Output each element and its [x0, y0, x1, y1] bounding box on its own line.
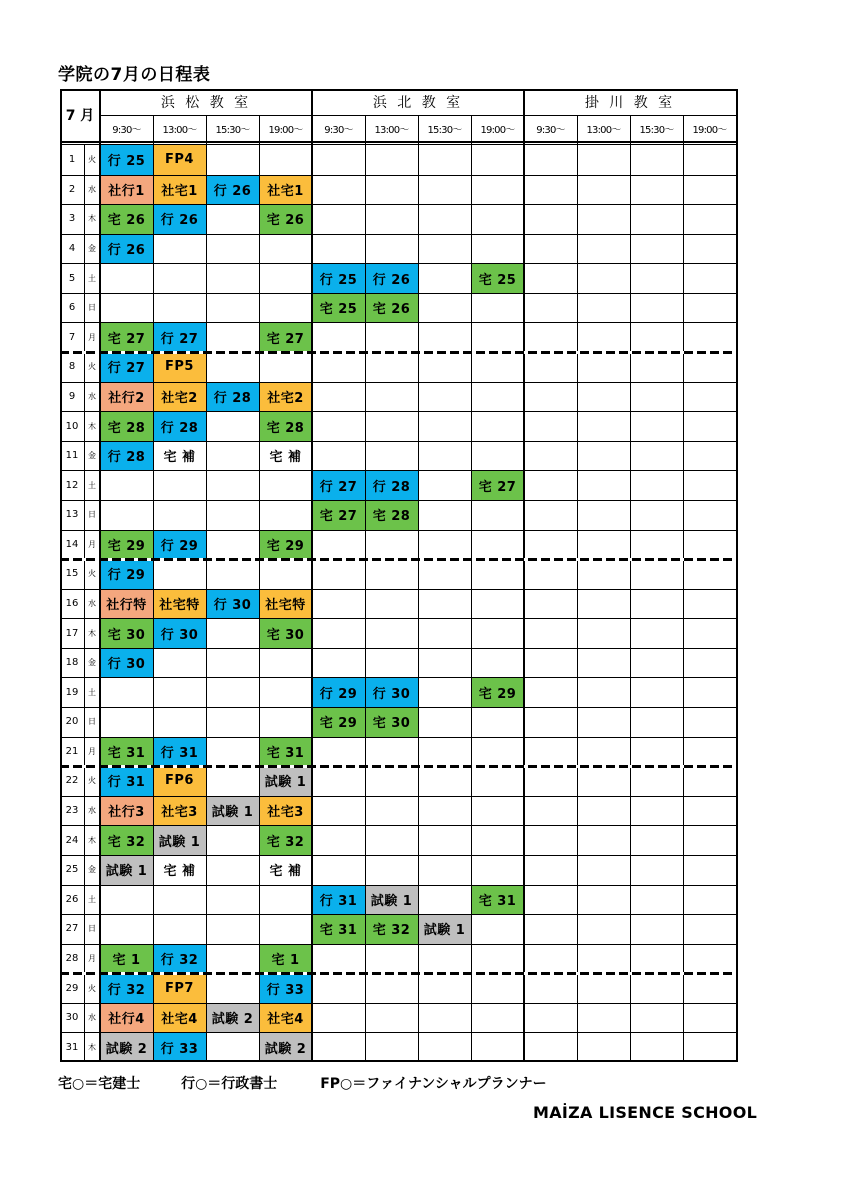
schedule-cell: 社宅特	[153, 589, 206, 619]
week-divider	[60, 765, 738, 768]
table-row	[60, 175, 738, 205]
room-header: 掛 川 教 室	[584, 95, 676, 111]
day-number: 11	[65, 450, 79, 462]
table-row	[60, 500, 738, 530]
day-number: 8	[68, 361, 76, 373]
schedule-cell: 行 29	[153, 530, 206, 560]
day-number: 24	[65, 834, 79, 846]
weekday-label: 木	[88, 835, 96, 845]
weekday-label: 火	[88, 569, 96, 579]
table-row	[60, 766, 738, 796]
day-number: 2	[68, 183, 76, 195]
grid-line	[60, 707, 738, 708]
time-slot-header: 19:00～	[268, 124, 303, 136]
week-divider	[60, 558, 738, 561]
grid-line	[60, 677, 738, 678]
grid-line	[60, 885, 738, 886]
table-border	[60, 89, 738, 91]
time-slot-header: 9:30～	[536, 124, 565, 136]
schedule-cell: 社宅3	[153, 796, 206, 826]
table-border	[60, 1060, 738, 1062]
weekday-label: 水	[88, 806, 96, 816]
schedule-cell: 行 33	[153, 1032, 206, 1062]
table-row	[60, 322, 738, 352]
schedule-cell: 行 26	[206, 175, 259, 205]
schedule-cell: 行 30	[365, 677, 418, 707]
table-row	[60, 352, 738, 382]
day-number: 30	[65, 1012, 79, 1024]
schedule-cell: 試験 1	[153, 825, 206, 855]
grid-line	[60, 144, 738, 145]
schedule-cell: 社宅1	[259, 175, 312, 205]
grid-line	[60, 322, 738, 323]
page-title: 学院の7月の日程表	[58, 65, 211, 85]
schedule-cell: 宅 31	[471, 885, 524, 915]
legend-item-takken: 宅○＝宅建士	[58, 1076, 141, 1092]
schedule-cell: FP6	[153, 766, 206, 796]
grid-line	[100, 115, 738, 116]
schedule-cell: 行 31	[100, 766, 153, 796]
time-slot-header: 13:00～	[586, 124, 621, 136]
room-header: 浜 松 教 室	[160, 95, 252, 111]
schedule-cell: 宅 25	[312, 293, 365, 323]
schedule-cell: 宅 32	[259, 825, 312, 855]
schedule-cell: 宅 30	[100, 618, 153, 648]
time-slot-header: 9:30～	[324, 124, 353, 136]
schedule-cell: 行 31	[153, 737, 206, 767]
schedule-cell: 行 28	[100, 441, 153, 471]
table-row	[60, 470, 738, 500]
schedule-cell: 宅 31	[312, 914, 365, 944]
schedule-cell: 行 25	[312, 263, 365, 293]
weekday-label: 水	[88, 598, 96, 608]
day-number: 12	[65, 479, 79, 491]
room-header: 浜 北 教 室	[372, 95, 464, 111]
day-number: 4	[68, 243, 76, 255]
weekday-label: 土	[88, 894, 96, 904]
schedule-cell: 試験 1	[418, 914, 471, 944]
schedule-cell: 宅 1	[259, 944, 312, 974]
schedule-cell: 宅 29	[312, 707, 365, 737]
time-slot-header: 19:00～	[692, 124, 727, 136]
grid-line	[60, 382, 738, 383]
table-row	[60, 293, 738, 323]
table-row	[60, 204, 738, 234]
table-row	[60, 1032, 738, 1062]
weekday-label: 木	[88, 1042, 96, 1052]
day-number: 19	[65, 686, 79, 698]
schedule-cell: 行 30	[153, 618, 206, 648]
schedule-cell: 試験 1	[259, 766, 312, 796]
table-row	[60, 855, 738, 885]
weekday-label: 金	[88, 451, 96, 461]
schedule-cell: 宅 29	[259, 530, 312, 560]
day-number: 27	[65, 923, 79, 935]
grid-line	[60, 141, 738, 143]
weekday-label: 木	[88, 421, 96, 431]
weekday-label: 月	[88, 953, 96, 963]
grid-line	[60, 737, 738, 738]
room-divider	[523, 89, 525, 1062]
weekday-label: 火	[88, 155, 96, 165]
schedule-cell: 宅 28	[365, 500, 418, 530]
schedule-cell: 行 26	[100, 234, 153, 264]
time-slot-header: 15:30～	[215, 124, 250, 136]
schedule-cell: 行 33	[259, 973, 312, 1003]
week-divider	[60, 972, 738, 975]
table-row	[60, 944, 738, 974]
weekday-label: 金	[88, 865, 96, 875]
day-number: 13	[65, 509, 79, 521]
table-border	[60, 89, 62, 1062]
weekday-label: 水	[88, 184, 96, 194]
day-number: 22	[65, 775, 79, 787]
grid-line	[60, 411, 738, 412]
day-number: 3	[68, 213, 76, 225]
grid-line	[60, 796, 738, 797]
schedule-cell: 社行1	[100, 175, 153, 205]
day-number: 5	[68, 272, 76, 284]
table-row	[60, 973, 738, 1003]
legend-item-fp: FP○＝ファイナンシャルプランナー	[320, 1076, 547, 1092]
day-number: 15	[65, 568, 79, 580]
schedule-cell: 試験 2	[100, 1032, 153, 1062]
schedule-cell: 社宅4	[259, 1003, 312, 1033]
grid-line	[99, 89, 101, 1062]
schedule-cell: 宅 31	[259, 737, 312, 767]
schedule-cell: 行 27	[153, 322, 206, 352]
day-number: 17	[65, 627, 79, 639]
time-slot-header: 13:00～	[162, 124, 197, 136]
schedule-cell: 宅 27	[312, 500, 365, 530]
day-number: 23	[65, 805, 79, 817]
schedule-cell: 行 29	[312, 677, 365, 707]
legend	[58, 1073, 547, 1093]
day-number: 14	[65, 538, 79, 550]
schedule-cell: 行 29	[100, 559, 153, 589]
day-number: 18	[65, 657, 79, 669]
schedule-cell: 試験 1	[100, 855, 153, 885]
schedule-cell: 社行特	[100, 589, 153, 619]
schedule-cell: 試験 1	[206, 796, 259, 826]
schedule-cell: 宅 26	[259, 204, 312, 234]
schedule-cell: 行 30	[100, 648, 153, 678]
grid-line	[60, 618, 738, 619]
table-row	[60, 885, 738, 915]
weekday-label: 日	[88, 717, 96, 727]
weekday-label: 火	[88, 983, 96, 993]
day-number: 16	[65, 597, 79, 609]
day-number: 1	[68, 154, 76, 166]
table-row	[60, 648, 738, 678]
table-row	[60, 914, 738, 944]
schedule-cell: FP5	[153, 352, 206, 382]
school-name: MAİZA LISENCE SCHOOL	[533, 1103, 758, 1122]
table-row	[60, 737, 738, 767]
table-row	[60, 589, 738, 619]
schedule-cell: 宅 32	[365, 914, 418, 944]
schedule-cell: 社宅2	[153, 382, 206, 412]
time-slot-header: 19:00～	[480, 124, 515, 136]
weekday-label: 日	[88, 510, 96, 520]
table-row	[60, 1003, 738, 1033]
schedule-cell: 宅 29	[471, 677, 524, 707]
schedule-cell: 宅 1	[100, 944, 153, 974]
grid-line	[60, 1003, 738, 1004]
schedule-cell: 行 30	[206, 589, 259, 619]
schedule-cell: 社宅3	[259, 796, 312, 826]
time-slot-header: 15:30～	[639, 124, 674, 136]
schedule-cell: 社宅特	[259, 589, 312, 619]
grid-line	[84, 145, 85, 1062]
table-row	[60, 441, 738, 471]
schedule-cell: 行 28	[153, 411, 206, 441]
schedule-cell: 社宅4	[153, 1003, 206, 1033]
weekday-label: 水	[88, 1013, 96, 1023]
schedule-cell: 試験 2	[259, 1032, 312, 1062]
weekday-label: 日	[88, 924, 96, 934]
schedule-cell: 宅 補	[153, 441, 206, 471]
table-row	[60, 618, 738, 648]
time-slot-header: 15:30～	[427, 124, 462, 136]
schedule-cell: 宅 28	[259, 411, 312, 441]
schedule-cell: 社行2	[100, 382, 153, 412]
schedule-cell: 宅 補	[259, 855, 312, 885]
schedule-cell: 宅 補	[259, 441, 312, 471]
grid-line	[60, 1032, 738, 1033]
grid-line	[60, 234, 738, 235]
grid-line	[60, 175, 738, 176]
schedule-cell: 行 31	[312, 885, 365, 915]
table-row	[60, 411, 738, 441]
day-number: 10	[65, 420, 79, 432]
month-label: 7 月	[65, 108, 95, 124]
schedule-cell: 社行4	[100, 1003, 153, 1033]
schedule-cell: 行 26	[153, 204, 206, 234]
weekday-label: 月	[88, 746, 96, 756]
table-row	[60, 382, 738, 412]
grid-line	[60, 500, 738, 501]
weekday-label: 土	[88, 687, 96, 697]
grid-line	[60, 470, 738, 471]
schedule-cell: 社行3	[100, 796, 153, 826]
schedule-cell: FP4	[153, 145, 206, 175]
schedule-cell: 行 26	[365, 263, 418, 293]
table-row	[60, 530, 738, 560]
grid-line	[60, 825, 738, 826]
room-divider	[311, 89, 313, 1062]
weekday-label: 土	[88, 273, 96, 283]
schedule-cell: 宅 補	[153, 855, 206, 885]
grid-line	[60, 530, 738, 531]
schedule-cell: 行 28	[206, 382, 259, 412]
grid-line	[60, 648, 738, 649]
grid-line	[60, 855, 738, 856]
schedule-cell: 宅 25	[471, 263, 524, 293]
schedule-cell: 行 27	[100, 352, 153, 382]
day-number: 21	[65, 745, 79, 757]
day-number: 25	[65, 864, 79, 876]
weekday-label: 火	[88, 776, 96, 786]
schedule-cell: 宅 27	[100, 322, 153, 352]
day-number: 7	[68, 331, 76, 343]
schedule-cell: 宅 30	[365, 707, 418, 737]
day-number: 29	[65, 982, 79, 994]
grid-line	[60, 589, 738, 590]
day-number: 20	[65, 716, 79, 728]
schedule-cell: 宅 29	[100, 530, 153, 560]
grid-line	[60, 944, 738, 945]
table-row	[60, 263, 738, 293]
schedule-cell: 宅 26	[100, 204, 153, 234]
table-row	[60, 677, 738, 707]
grid-line	[60, 293, 738, 294]
schedule-cell: 宅 28	[100, 411, 153, 441]
table-row	[60, 559, 738, 589]
schedule-cell: 行 28	[365, 470, 418, 500]
schedule-cell: 宅 27	[471, 470, 524, 500]
schedule-cell: 行 27	[312, 470, 365, 500]
schedule-cell: 宅 27	[259, 322, 312, 352]
weekday-label: 月	[88, 332, 96, 342]
grid-line	[60, 441, 738, 442]
table-row	[60, 234, 738, 264]
schedule-cell: FP7	[153, 973, 206, 1003]
weekday-label: 木	[88, 628, 96, 638]
day-number: 6	[68, 302, 76, 314]
weekday-label: 日	[88, 303, 96, 313]
weekday-label: 水	[88, 391, 96, 401]
schedule-cell: 宅 26	[365, 293, 418, 323]
table-row	[60, 707, 738, 737]
week-divider	[60, 351, 738, 354]
schedule-cell: 行 32	[153, 944, 206, 974]
grid-line	[60, 204, 738, 205]
time-slot-header: 13:00～	[374, 124, 409, 136]
schedule-table	[60, 89, 738, 1062]
table-row	[60, 145, 738, 175]
grid-line	[60, 263, 738, 264]
table-row	[60, 796, 738, 826]
schedule-cell: 宅 32	[100, 825, 153, 855]
schedule-cell: 社宅1	[153, 175, 206, 205]
day-number: 31	[65, 1041, 79, 1053]
time-slot-header: 9:30～	[112, 124, 141, 136]
grid-line	[60, 914, 738, 915]
day-number: 9	[68, 390, 76, 402]
table-border	[736, 89, 738, 1062]
weekday-label: 金	[88, 244, 96, 254]
day-number: 28	[65, 952, 79, 964]
weekday-label: 火	[88, 362, 96, 372]
schedule-cell: 宅 31	[100, 737, 153, 767]
legend-item-gyosei: 行○＝行政書士	[181, 1076, 278, 1092]
schedule-cell: 試験 1	[365, 885, 418, 915]
schedule-cell: 試験 2	[206, 1003, 259, 1033]
table-row	[60, 825, 738, 855]
schedule-cell: 社宅2	[259, 382, 312, 412]
weekday-label: 土	[88, 480, 96, 490]
schedule-cell: 宅 30	[259, 618, 312, 648]
schedule-cell: 行 25	[100, 145, 153, 175]
weekday-label: 月	[88, 539, 96, 549]
weekday-label: 木	[88, 214, 96, 224]
weekday-label: 金	[88, 658, 96, 668]
day-number: 26	[65, 893, 79, 905]
schedule-cell: 行 32	[100, 973, 153, 1003]
